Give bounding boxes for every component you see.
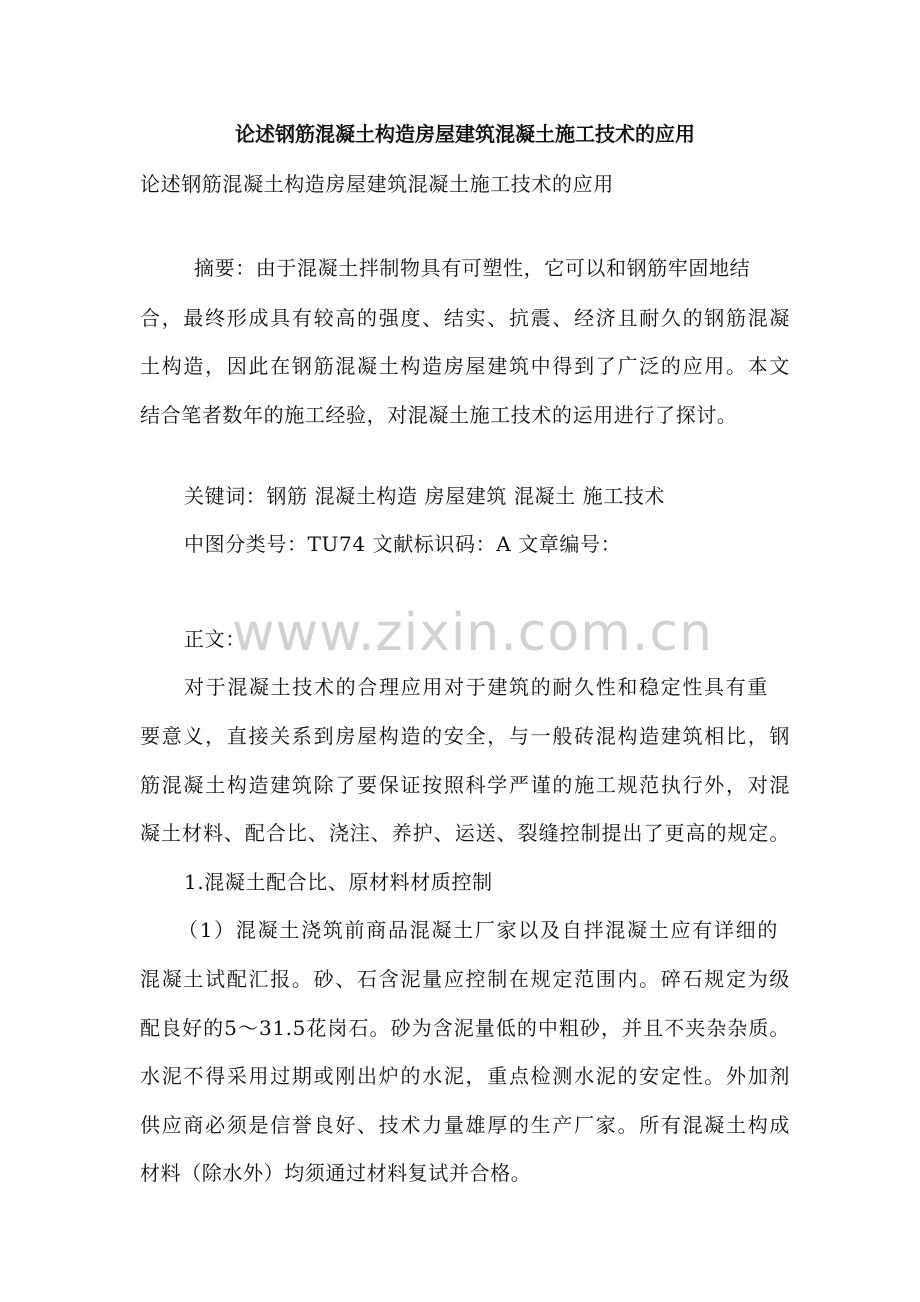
abstract-line: 土构造，因此在钢筋混凝土构造房屋建筑中得到了广泛的应用。本文 [140,354,790,378]
document-title: 论述钢筋混凝土构造房屋建筑混凝土施工技术的应用 [235,122,695,146]
intro-line: 筋混凝土构造建筑除了要保证按照科学严谨的施工规范执行外，对混 [140,773,790,797]
body-heading: 正文： [184,627,246,651]
section-line: 供应商必须是信誉良好、技术力量雄厚的生产厂家。所有混凝土构成 [140,1113,790,1137]
intro-line: 对于混凝土技术的合理应用对于建筑的耐久性和稳定性具有重 [184,675,768,699]
section-line: 混凝土试配汇报。砂、石含泥量应控制在规定范围内。碎石规定为级 [140,967,790,991]
section-heading: 1.混凝土配合比、原材料材质控制 [184,870,493,894]
abstract-line: 摘要：由于混凝土拌制物具有可塑性，它可以和钢筋牢固地结 [194,256,751,280]
keywords-line: 关键词：钢筋 混凝土构造 房屋建筑 混凝土 施工技术 [184,484,666,508]
intro-line: 凝土材料、配合比、浇注、养护、运送、裂缝控制提出了更高的规定。 [140,821,790,845]
section-line: （1）混凝土浇筑前商品混凝土厂家以及自拌混凝土应有详细的 [178,918,778,942]
classification-line: 中图分类号：TU74 文献标识码：A 文章编号： [184,532,622,556]
intro-line: 要意义，直接关系到房屋构造的安全，与一般砖混构造建筑相比，钢 [140,724,790,748]
section-line: 配良好的5～31.5花岗石。砂为含泥量低的中粗砂，并且不夹杂杂质。 [140,1016,790,1040]
abstract-line: 结合笔者数年的施工经验，对混凝土施工技术的运用进行了探讨。 [140,403,738,427]
section-line: 水泥不得采用过期或刚出炉的水泥，重点检测水泥的安定性。外加剂 [140,1064,790,1088]
section-line: 材料（除水外）均须通过材料复试并合格。 [140,1161,532,1185]
document-subtitle: 论述钢筋混凝土构造房屋建筑混凝土施工技术的应用 [140,172,614,196]
abstract-line: 合，最终形成具有较高的强度、结实、抗震、经济且耐久的钢筋混凝 [140,306,790,330]
watermark-text: www.zixin.com.cn [232,603,713,663]
